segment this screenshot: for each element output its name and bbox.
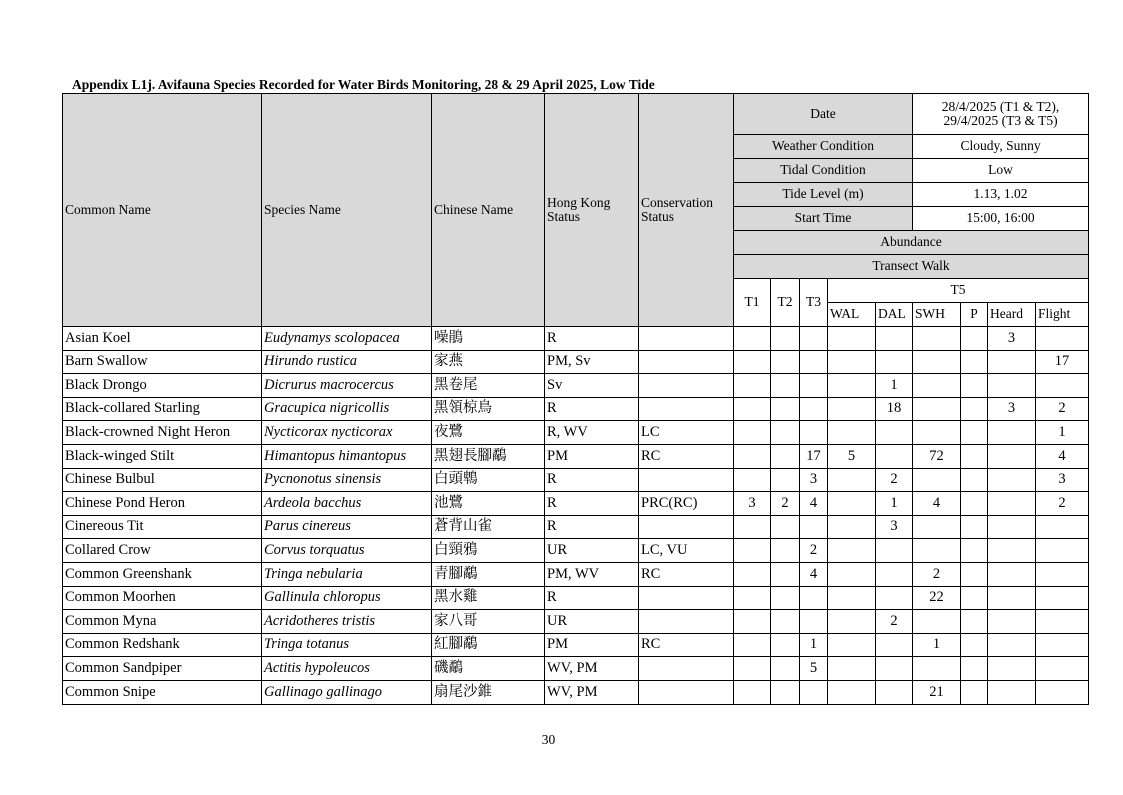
t5-p-count-cell	[961, 444, 988, 468]
common-name-cell: Black Drongo	[63, 374, 262, 398]
t5-swh-count-cell: 21	[913, 680, 961, 704]
conservation-status-cell: RC	[639, 562, 734, 586]
t5-p-count-cell	[961, 586, 988, 610]
species-name-cell: Nycticorax nycticorax	[262, 421, 432, 445]
common-name-cell: Black-crowned Night Heron	[63, 421, 262, 445]
chinese-name-cell: 黑卷尾	[432, 374, 545, 398]
t5-p-count-cell	[961, 374, 988, 398]
t5-p-count-cell	[961, 492, 988, 516]
page-number: 30	[541, 732, 556, 747]
t5-p-count-cell	[961, 327, 988, 351]
t5-wal-count-cell	[828, 397, 876, 421]
t5-p-count-cell	[961, 657, 988, 681]
common-name-cell: Common Snipe	[63, 680, 262, 704]
species-name-cell: Gracupica nigricollis	[262, 397, 432, 421]
species-name-cell: Himantopus himantopus	[262, 444, 432, 468]
t2-count-cell	[771, 444, 800, 468]
table-row	[63, 586, 1089, 610]
common-name-cell: Common Greenshank	[63, 562, 262, 586]
hk-status-cell: R	[545, 468, 639, 492]
common-name-cell: Common Redshank	[63, 633, 262, 657]
t5-dal-count-cell	[876, 562, 913, 586]
chinese-name-cell: 家八哥	[432, 610, 545, 634]
t3-count-cell	[800, 327, 828, 351]
t5-swh-count-cell: 72	[913, 444, 961, 468]
common-name-cell: Barn Swallow	[63, 350, 262, 374]
t5-heard-count-cell	[988, 610, 1036, 634]
chinese-name-cell: 家燕	[432, 350, 545, 374]
t5-dal-count-cell: 2	[876, 610, 913, 634]
t5-p-count-cell	[961, 610, 988, 634]
t5-heard-count-cell: 3	[988, 397, 1036, 421]
start-time-value: 15:00, 16:00	[913, 207, 1089, 231]
t5-heard-header: Heard	[988, 303, 1036, 327]
hk-status-cell: WV, PM	[545, 657, 639, 681]
t5-heard-count-cell	[988, 374, 1036, 398]
hk-status-cell: R	[545, 492, 639, 516]
t1-count-cell	[734, 374, 771, 398]
table-row	[63, 444, 1089, 468]
t5-dal-count-cell	[876, 421, 913, 445]
common-name-cell: Chinese Pond Heron	[63, 492, 262, 516]
t5-wal-count-cell	[828, 610, 876, 634]
tidal-label: Tidal Condition	[734, 159, 913, 183]
t5-p-count-cell	[961, 562, 988, 586]
t5-swh-count-cell	[913, 350, 961, 374]
tide-level-label: Tide Level (m)	[734, 183, 913, 207]
t5-dal-count-cell	[876, 327, 913, 351]
t2-count-cell	[771, 468, 800, 492]
t5-wal-count-cell	[828, 562, 876, 586]
t5-swh-count-cell	[913, 374, 961, 398]
t5-flight-count-cell	[1036, 680, 1089, 704]
t3-count-cell: 1	[800, 633, 828, 657]
table-row	[63, 374, 1089, 398]
species-name-cell: Actitis hypoleucos	[262, 657, 432, 681]
t1-count-cell	[734, 586, 771, 610]
col-hk-status: Hong Kong Status	[545, 94, 639, 327]
t3-count-cell: 4	[800, 492, 828, 516]
species-name-cell: Corvus torquatus	[262, 539, 432, 563]
species-name-cell: Dicrurus macrocercus	[262, 374, 432, 398]
chinese-name-cell: 蒼背山雀	[432, 515, 545, 539]
t3-count-cell: 3	[800, 468, 828, 492]
chinese-name-cell: 黑翅長腳鷸	[432, 444, 545, 468]
table-header	[63, 94, 1089, 327]
t5-flight-count-cell	[1036, 633, 1089, 657]
t5-heard-count-cell	[988, 586, 1036, 610]
t5-wal-count-cell	[828, 539, 876, 563]
t1-count-cell	[734, 444, 771, 468]
date-value: 28/4/2025 (T1 & T2), 29/4/2025 (T3 & T5)	[913, 94, 1089, 135]
t5-dal-count-cell	[876, 657, 913, 681]
weather-label: Weather Condition	[734, 135, 913, 159]
t5-flight-count-cell: 4	[1036, 444, 1089, 468]
t5-heard-count-cell	[988, 350, 1036, 374]
t5-swh-count-cell	[913, 421, 961, 445]
t2-header: T2	[771, 279, 800, 327]
chinese-name-cell: 扇尾沙錐	[432, 680, 545, 704]
common-name-cell: Chinese Bulbul	[63, 468, 262, 492]
t5-wal-count-cell	[828, 350, 876, 374]
t3-count-cell: 17	[800, 444, 828, 468]
t5-heard-count-cell	[988, 421, 1036, 445]
chinese-name-cell: 池鷺	[432, 492, 545, 516]
t1-count-cell	[734, 633, 771, 657]
t2-count-cell	[771, 562, 800, 586]
conservation-status-cell: RC	[639, 633, 734, 657]
t2-count-cell	[771, 350, 800, 374]
t5-flight-count-cell	[1036, 515, 1089, 539]
t5-dal-count-cell: 18	[876, 397, 913, 421]
t1-header: T1	[734, 279, 771, 327]
t1-count-cell	[734, 468, 771, 492]
t2-count-cell	[771, 539, 800, 563]
t5-heard-count-cell	[988, 539, 1036, 563]
common-name-cell: Common Myna	[63, 610, 262, 634]
col-species-name: Species Name	[262, 94, 432, 327]
chinese-name-cell: 黑水雞	[432, 586, 545, 610]
t5-p-count-cell	[961, 515, 988, 539]
t5-heard-count-cell	[988, 468, 1036, 492]
hk-status-cell: R, WV	[545, 421, 639, 445]
t3-count-cell: 4	[800, 562, 828, 586]
t1-count-cell	[734, 680, 771, 704]
conservation-status-cell	[639, 327, 734, 351]
t2-count-cell	[771, 327, 800, 351]
t1-count-cell	[734, 562, 771, 586]
hk-status-cell: PM	[545, 633, 639, 657]
hk-status-cell: Sv	[545, 374, 639, 398]
t5-dal-count-cell: 2	[876, 468, 913, 492]
conservation-status-cell	[639, 610, 734, 634]
t5-heard-count-cell	[988, 562, 1036, 586]
table-row	[63, 327, 1089, 351]
t5-p-count-cell	[961, 633, 988, 657]
t5-heard-count-cell	[988, 492, 1036, 516]
t5-wal-count-cell	[828, 586, 876, 610]
t5-dal-count-cell: 3	[876, 515, 913, 539]
species-name-cell: Tringa nebularia	[262, 562, 432, 586]
t5-dal-count-cell	[876, 350, 913, 374]
page-title: Appendix L1j. Avifauna Species Recorded for Water Birds Monitoring, 28 & 29 April 2025, Low Tide	[72, 77, 655, 92]
t1-count-cell	[734, 421, 771, 445]
common-name-cell: Common Sandpiper	[63, 657, 262, 681]
hk-status-cell: PM, Sv	[545, 350, 639, 374]
t5-wal-count-cell	[828, 515, 876, 539]
t5-flight-count-cell: 3	[1036, 468, 1089, 492]
t5-swh-count-cell	[913, 610, 961, 634]
hk-status-cell: R	[545, 515, 639, 539]
species-name-cell: Eudynamys scolopacea	[262, 327, 432, 351]
t2-count-cell	[771, 657, 800, 681]
t5-heard-count-cell	[988, 680, 1036, 704]
chinese-name-cell: 磯鷸	[432, 657, 545, 681]
t5-flight-header: Flight	[1036, 303, 1089, 327]
species-name-cell: Gallinula chloropus	[262, 586, 432, 610]
t5-flight-count-cell	[1036, 657, 1089, 681]
t1-count-cell	[734, 327, 771, 351]
t5-p-header: P	[961, 303, 988, 327]
t3-header: T3	[800, 279, 828, 327]
table-row	[63, 633, 1089, 657]
species-name-cell: Gallinago gallinago	[262, 680, 432, 704]
t5-dal-count-cell: 1	[876, 374, 913, 398]
t2-count-cell	[771, 680, 800, 704]
table-row	[63, 397, 1089, 421]
species-name-cell: Tringa totanus	[262, 633, 432, 657]
t3-count-cell	[800, 350, 828, 374]
t5-p-count-cell	[961, 350, 988, 374]
chinese-name-cell: 白頸鴉	[432, 539, 545, 563]
t2-count-cell	[771, 633, 800, 657]
t5-wal-count-cell	[828, 657, 876, 681]
t5-dal-header: DAL	[876, 303, 913, 327]
conservation-status-cell	[639, 657, 734, 681]
hk-status-cell: R	[545, 586, 639, 610]
t5-p-count-cell	[961, 421, 988, 445]
t3-count-cell	[800, 515, 828, 539]
t5-swh-count-cell	[913, 468, 961, 492]
t5-flight-count-cell: 2	[1036, 397, 1089, 421]
t5-dal-count-cell	[876, 633, 913, 657]
tide-level-value: 1.13, 1.02	[913, 183, 1089, 207]
start-time-label: Start Time	[734, 207, 913, 231]
common-name-cell: Black-collared Starling	[63, 397, 262, 421]
conservation-status-cell: LC	[639, 421, 734, 445]
t1-count-cell	[734, 610, 771, 634]
t1-count-cell	[734, 657, 771, 681]
t5-wal-count-cell	[828, 468, 876, 492]
species-name-cell: Ardeola bacchus	[262, 492, 432, 516]
t5-swh-count-cell	[913, 327, 961, 351]
table-row	[63, 492, 1089, 516]
col-chinese-name: Chinese Name	[432, 94, 545, 327]
t5-wal-count-cell	[828, 327, 876, 351]
t5-heard-count-cell	[988, 515, 1036, 539]
t3-count-cell	[800, 397, 828, 421]
t2-count-cell	[771, 610, 800, 634]
conservation-status-cell	[639, 680, 734, 704]
tidal-value: Low	[913, 159, 1089, 183]
t1-count-cell	[734, 515, 771, 539]
col-common-name: Common Name	[63, 94, 262, 327]
t5-wal-count-cell	[828, 421, 876, 445]
t1-count-cell	[734, 539, 771, 563]
t5-swh-count-cell: 22	[913, 586, 961, 610]
t5-p-count-cell	[961, 397, 988, 421]
transect-walk-label: Transect Walk	[734, 255, 1089, 279]
table-row	[63, 680, 1089, 704]
t3-count-cell: 5	[800, 657, 828, 681]
hk-status-cell: WV, PM	[545, 680, 639, 704]
t5-dal-count-cell: 1	[876, 492, 913, 516]
chinese-name-cell: 白頭鵯	[432, 468, 545, 492]
species-table	[62, 93, 1089, 705]
t1-count-cell	[734, 350, 771, 374]
col-conservation-status: Conservation Status	[639, 94, 734, 327]
t2-count-cell	[771, 421, 800, 445]
t5-wal-count-cell	[828, 680, 876, 704]
species-name-cell: Pycnonotus sinensis	[262, 468, 432, 492]
t5-swh-count-cell: 1	[913, 633, 961, 657]
t5-dal-count-cell	[876, 586, 913, 610]
t5-swh-count-cell	[913, 397, 961, 421]
t5-swh-count-cell: 2	[913, 562, 961, 586]
hk-status-cell: PM	[545, 444, 639, 468]
t5-flight-count-cell	[1036, 327, 1089, 351]
conservation-status-cell	[639, 468, 734, 492]
t5-heard-count-cell	[988, 444, 1036, 468]
common-name-cell: Cinereous Tit	[63, 515, 262, 539]
t5-dal-count-cell	[876, 680, 913, 704]
chinese-name-cell: 青腳鷸	[432, 562, 545, 586]
table-row	[63, 468, 1089, 492]
t1-count-cell	[734, 397, 771, 421]
table-row	[63, 657, 1089, 681]
hk-status-cell: R	[545, 397, 639, 421]
common-name-cell: Common Moorhen	[63, 586, 262, 610]
t5-flight-count-cell	[1036, 539, 1089, 563]
conservation-status-cell	[639, 397, 734, 421]
hk-status-cell: UR	[545, 610, 639, 634]
common-name-cell: Asian Koel	[63, 327, 262, 351]
weather-value: Cloudy, Sunny	[913, 135, 1089, 159]
chinese-name-cell: 夜鷺	[432, 421, 545, 445]
conservation-status-cell: PRC(RC)	[639, 492, 734, 516]
species-name-cell: Acridotheres tristis	[262, 610, 432, 634]
t5-flight-count-cell: 2	[1036, 492, 1089, 516]
t5-flight-count-cell	[1036, 374, 1089, 398]
t5-p-count-cell	[961, 468, 988, 492]
t3-count-cell	[800, 374, 828, 398]
t5-swh-count-cell: 4	[913, 492, 961, 516]
t5-p-count-cell	[961, 539, 988, 563]
conservation-status-cell: RC	[639, 444, 734, 468]
abundance-label: Abundance	[734, 231, 1089, 255]
common-name-cell: Collared Crow	[63, 539, 262, 563]
t2-count-cell	[771, 397, 800, 421]
hk-status-cell: R	[545, 327, 639, 351]
species-name-cell: Parus cinereus	[262, 515, 432, 539]
chinese-name-cell: 紅腳鷸	[432, 633, 545, 657]
t5-wal-count-cell	[828, 374, 876, 398]
t5-wal-count-cell	[828, 492, 876, 516]
date-label: Date	[734, 94, 913, 135]
t3-count-cell	[800, 586, 828, 610]
conservation-status-cell	[639, 586, 734, 610]
t5-flight-count-cell	[1036, 562, 1089, 586]
table-row	[63, 350, 1089, 374]
t5-flight-count-cell: 1	[1036, 421, 1089, 445]
t5-flight-count-cell: 17	[1036, 350, 1089, 374]
t5-dal-count-cell	[876, 444, 913, 468]
t3-count-cell	[800, 421, 828, 445]
conservation-status-cell: LC, VU	[639, 539, 734, 563]
t5-flight-count-cell	[1036, 586, 1089, 610]
t5-wal-count-cell	[828, 633, 876, 657]
t5-heard-count-cell	[988, 657, 1036, 681]
t2-count-cell	[771, 515, 800, 539]
chinese-name-cell: 黑領椋鳥	[432, 397, 545, 421]
t3-count-cell	[800, 680, 828, 704]
species-name-cell: Hirundo rustica	[262, 350, 432, 374]
t3-count-cell	[800, 610, 828, 634]
t2-count-cell	[771, 374, 800, 398]
conservation-status-cell	[639, 350, 734, 374]
t5-wal-count-cell: 5	[828, 444, 876, 468]
t5-swh-header: SWH	[913, 303, 961, 327]
t3-count-cell: 2	[800, 539, 828, 563]
common-name-cell: Black-winged Stilt	[63, 444, 262, 468]
t5-dal-count-cell	[876, 539, 913, 563]
conservation-status-cell	[639, 374, 734, 398]
t1-count-cell: 3	[734, 492, 771, 516]
table-body	[63, 327, 1089, 705]
t2-count-cell: 2	[771, 492, 800, 516]
t5-swh-count-cell	[913, 657, 961, 681]
t5-swh-count-cell	[913, 539, 961, 563]
conservation-status-cell	[639, 515, 734, 539]
table-row	[63, 610, 1089, 634]
table-row	[63, 562, 1089, 586]
t5-wal-header: WAL	[828, 303, 876, 327]
t5-flight-count-cell	[1036, 610, 1089, 634]
t2-count-cell	[771, 586, 800, 610]
table-row	[63, 515, 1089, 539]
table-row	[63, 539, 1089, 563]
t5-p-count-cell	[961, 680, 988, 704]
hk-status-cell: UR	[545, 539, 639, 563]
t5-heard-count-cell	[988, 633, 1036, 657]
table-row	[63, 421, 1089, 445]
t5-swh-count-cell	[913, 515, 961, 539]
t5-heard-count-cell: 3	[988, 327, 1036, 351]
chinese-name-cell: 噪鵑	[432, 327, 545, 351]
t5-header: T5	[828, 279, 1089, 303]
hk-status-cell: PM, WV	[545, 562, 639, 586]
